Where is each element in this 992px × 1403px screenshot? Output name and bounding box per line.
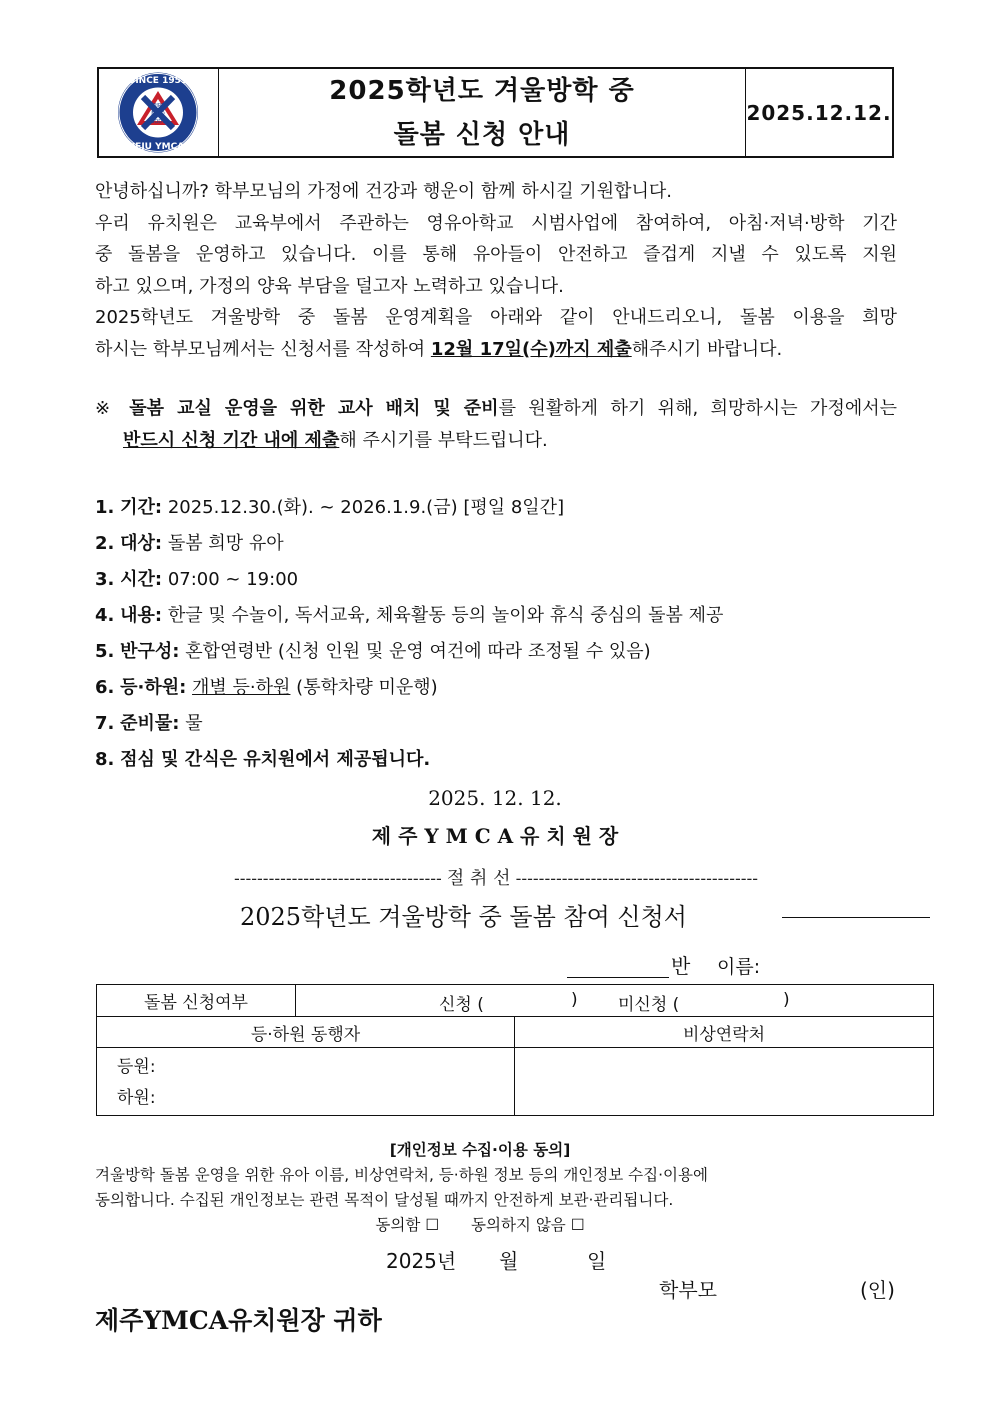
disagree-checkbox[interactable]: 동의하지 않음 ☐ (471, 1216, 585, 1234)
list-item (95, 526, 905, 562)
logo-cell (99, 69, 219, 156)
sign-org: 제 주 Y M C A 유 치 원 장 (371, 824, 619, 848)
title-line-2: 돌봄 신청 안내 (393, 120, 571, 150)
consent-choices (95, 1213, 905, 1238)
leave-label: 하원: (117, 1088, 156, 1108)
notice-note (95, 393, 897, 456)
item-number: 5. (95, 641, 115, 662)
intro-line: 우리 유치원은 교육부에서 주관하는 영유아학교 시범사업에 참여하여, 아침·저녁·방학 기간 (95, 212, 897, 234)
item-label: 시간: (120, 569, 163, 590)
header-box (97, 67, 894, 158)
intro-line: 2025학년도 겨울방학 중 돌봄 운영계획을 아래와 같이 안내드리오니, 돌봄 이용을 희망 (95, 307, 897, 328)
apply-option[interactable]: 신청 ( (439, 994, 484, 1015)
table-row (97, 985, 934, 1017)
apply-status-label: 돌봄 신청여부 (97, 985, 296, 1017)
item-label: 등·하원: (120, 677, 187, 698)
consent-section (95, 1138, 905, 1238)
item-value: 물 (185, 713, 203, 734)
logo-text-since: SINCE 1951 (128, 76, 188, 86)
deadline-post: 해주시기 바랍니다. (631, 338, 783, 360)
item-number: 7. (95, 713, 115, 734)
footer-month: 월 (499, 1249, 519, 1273)
intro-line: 중 돌봄을 운영하고 있습니다. 이를 통해 유아들이 안전하고 즐겁게 지낼 수 있도록 지원 (95, 244, 897, 265)
logo-text-body: BODY (151, 119, 165, 125)
item-label: 반구성: (120, 641, 180, 662)
table-row (97, 1048, 934, 1116)
intro-paragraph (95, 176, 897, 365)
list-item (95, 742, 905, 778)
note-bold-2: 반드시 신청 기간 내에 제출 (123, 429, 340, 451)
note-line-1 (95, 393, 897, 425)
list-item (95, 490, 905, 526)
footer-year: 2025년 (386, 1249, 457, 1273)
form-title-rule (782, 917, 930, 918)
details-list (95, 490, 905, 778)
list-item (95, 670, 905, 706)
col-companion: 등·하원 동행자 (97, 1017, 515, 1048)
deadline-emphasis: 12월 17일(수)까지 제출 (430, 338, 632, 360)
page-title (219, 69, 745, 156)
logo-text-mind: MIND (151, 111, 165, 117)
agree-checkbox[interactable]: 동의함 ☐ (375, 1216, 440, 1234)
deadline-pre: 하시는 학부모님께서는 신청서를 작성하여 (95, 338, 431, 360)
logo-text-jeju-ymca: JEJU YMCA (131, 142, 185, 152)
col-emergency: 비상연락처 (515, 1017, 934, 1048)
intro-line: 하고 있으며, 가정의 양육 부담을 덜고자 노력하고 있습니다. (95, 275, 564, 297)
form-title: 2025학년도 겨울방학 중 돌봄 참여 신청서 (240, 903, 687, 931)
footer-day: 일 (587, 1249, 607, 1273)
jeju-ymca-logo (99, 69, 217, 156)
list-item (95, 562, 905, 598)
item-label: 대상: (120, 533, 163, 554)
not-apply-option[interactable]: 미신청 ( (618, 994, 680, 1015)
footer-parent: 학부모 (659, 1278, 717, 1302)
list-item (95, 634, 905, 670)
class-label: 반 (671, 954, 691, 978)
item-label: 내용: (120, 605, 163, 626)
list-item (95, 598, 905, 634)
note-text-1: 를 원활하게 하기 위해, 희망하시는 가정에서는 (498, 398, 897, 419)
item-value: 혼합연령반 (신청 인원 및 운영 여건에 따라 조정될 수 있음) (185, 641, 651, 662)
apply-status-options (296, 985, 934, 1017)
intro-line-deadline (95, 334, 897, 366)
table-row (97, 1017, 934, 1048)
logo-text-spirit: SPIRIT (150, 103, 166, 109)
footer-seal: (인) (860, 1278, 895, 1302)
cut-label: 절 취 선 (446, 868, 511, 889)
item-number: 8. (95, 749, 115, 770)
note-text-2: 해 주시기를 부탁드립니다. (339, 429, 548, 451)
item-number: 6. (95, 677, 115, 698)
sign-date: 2025. 12. 12. (428, 786, 562, 810)
header-date: 2025.12.12. (745, 69, 892, 156)
item-number: 4. (95, 605, 115, 626)
name-label: 이름: (717, 956, 761, 978)
consent-title: [개인정보 수집·이용 동의] (389, 1141, 571, 1159)
class-blank[interactable] (567, 977, 669, 978)
item-value: 돌봄 희망 유아 (167, 533, 284, 554)
intro-line: 안녕하십니까? 학부모님의 가정에 건강과 행운이 함께 하시길 기원합니다. (95, 181, 672, 202)
item-number: 2. (95, 533, 115, 554)
emergency-contact-cell[interactable] (515, 1048, 934, 1116)
item-number: 3. (95, 569, 115, 590)
footer-addressee: 제주YMCA유치원장 귀하 (95, 1306, 382, 1335)
consent-line-2: 동의합니다. 수집된 개인정보는 관련 목적이 달성될 때까지 안전하게 보관·관리됩니다. (95, 1191, 674, 1209)
cut-dashes-left: ------------------------------------ (233, 869, 442, 888)
item-label: 준비물: (120, 713, 180, 734)
item-value: 한글 및 수놀이, 독서교육, 체육활동 등의 놀이와 휴식 중심의 돌봄 제공 (167, 605, 724, 626)
consent-line-1: 겨울방학 돌봄 운영을 위한 유아 이름, 비상연락처, 등·하원 정보 등의 개인정보 수집·이용에 (95, 1166, 708, 1184)
item-label: 점심 및 간식은 유치원에서 제공됩니다. (120, 749, 431, 770)
item-label: 기간: (120, 497, 163, 518)
apply-option-close: ) (571, 989, 578, 1010)
item-value: (통학차량 미운행) (296, 677, 438, 698)
not-apply-option-close: ) (783, 989, 790, 1010)
cut-dashes-right: ------------------------------------------ (515, 869, 759, 888)
application-table (96, 984, 934, 1116)
item-value: 2025.12.30.(화). ~ 2026.1.9.(금) [평일 8일간] (167, 497, 565, 518)
note-line-2 (95, 425, 897, 457)
note-bold-1: 돌봄 교실 운영을 위한 교사 배치 및 준비 (129, 398, 499, 419)
cut-line (105, 864, 887, 890)
item-value: 07:00 ~ 19:00 (167, 569, 299, 590)
list-item (95, 706, 905, 742)
item-number: 1. (95, 497, 115, 518)
title-line-1: 2025학년도 겨울방학 중 (329, 76, 635, 106)
companion-cell[interactable] (97, 1048, 515, 1116)
note-mark: ※ (95, 398, 117, 419)
arrive-label: 등원: (117, 1057, 156, 1077)
item-value-underlined: 개별 등·하원 (192, 677, 291, 698)
